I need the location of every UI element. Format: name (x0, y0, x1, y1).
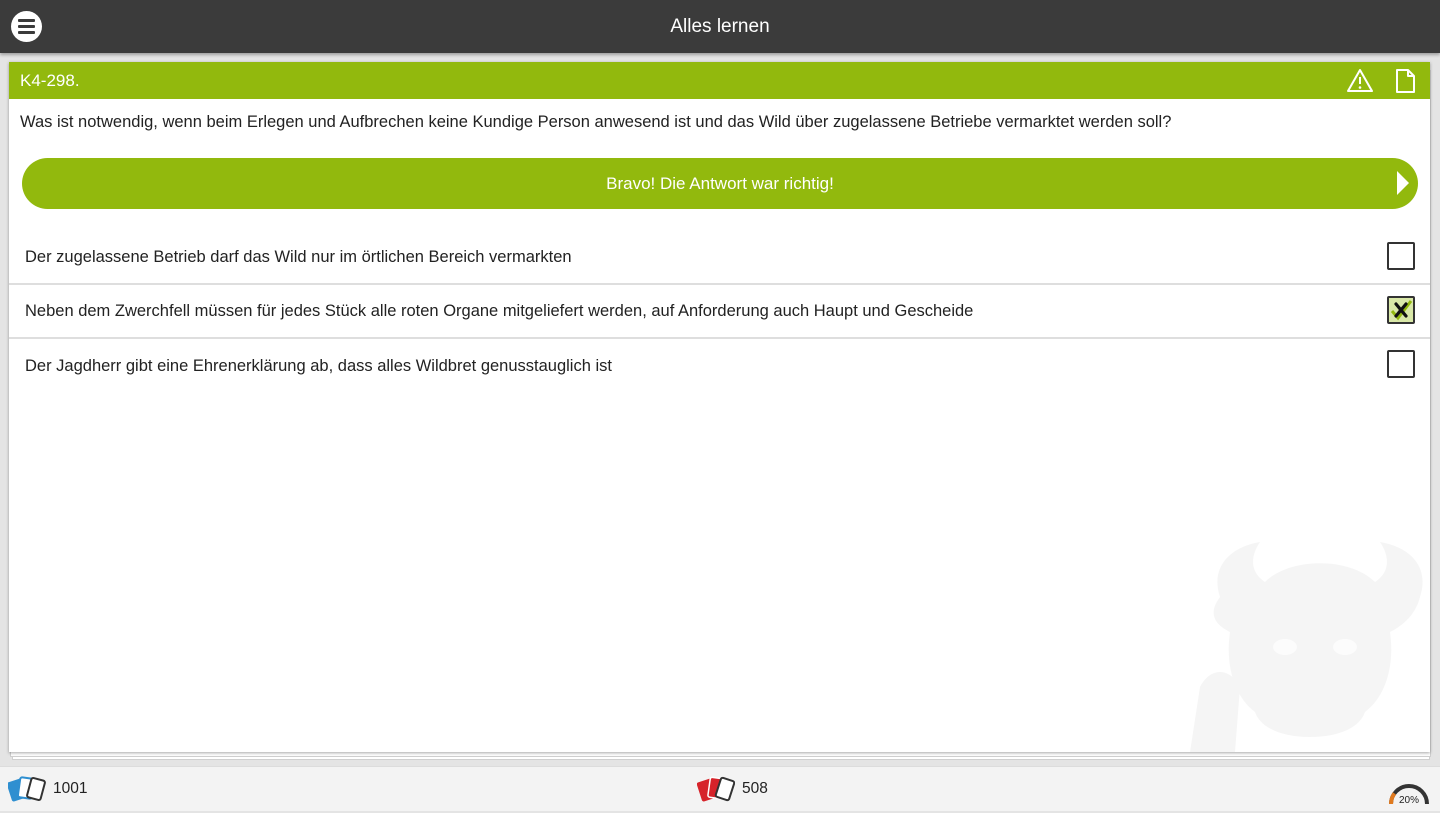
feedback-text: Bravo! Die Antwort war richtig! (606, 173, 834, 193)
answer-checkbox[interactable] (1387, 296, 1415, 324)
all-cards-counter[interactable] (8, 767, 87, 811)
answer-checkbox[interactable] (1387, 242, 1415, 270)
answer-option[interactable] (9, 339, 1430, 393)
bottom-bar (0, 766, 1440, 811)
wrong-cards-count: 508 (742, 780, 768, 797)
answer-text: Der zugelassene Betrieb darf das Wild nur im örtlichen Bereich vermarkten (25, 247, 572, 266)
answer-checkbox[interactable] (1387, 350, 1415, 378)
page-title: Alles lernen (670, 15, 770, 37)
question-text: Was ist notwendig, wenn beim Erlegen und Aufbrechen keine Kundige Person anwesend ist und das Wild über zugelassene Betriebe vermarktet werden soll? (20, 113, 1172, 131)
all-cards-count: 1001 (53, 780, 88, 797)
bull-watermark-icon (1190, 537, 1430, 752)
question-id: K4-298. (20, 70, 80, 90)
question-card (9, 62, 1430, 752)
blue-cards-icon (8, 776, 46, 802)
hamburger-menu-icon[interactable] (11, 11, 42, 42)
answer-list (9, 231, 1430, 393)
check-x-icon (1389, 298, 1413, 322)
card-header (9, 62, 1430, 99)
answer-option[interactable] (9, 285, 1430, 339)
answer-text: Neben dem Zwerchfell müssen für jedes Stück alle roten Organe mitgeliefert werden, auf Anforderung auch Haupt und Gescheide (25, 301, 974, 320)
top-bar (0, 0, 1440, 53)
progress-percent: 20% (1398, 795, 1419, 806)
feedback-next-button[interactable] (22, 158, 1418, 209)
document-icon[interactable] (1392, 68, 1418, 94)
warning-icon[interactable] (1347, 68, 1373, 94)
red-cards-icon (697, 776, 735, 802)
progress-gauge[interactable] (1386, 772, 1432, 808)
chevron-right-icon (1397, 171, 1409, 195)
answer-option[interactable] (9, 231, 1430, 285)
answer-text: Der Jagdherr gibt eine Ehrenerklärung ab, dass alles Wildbret genusstauglich ist (25, 356, 612, 375)
wrong-cards-counter[interactable] (697, 767, 768, 811)
